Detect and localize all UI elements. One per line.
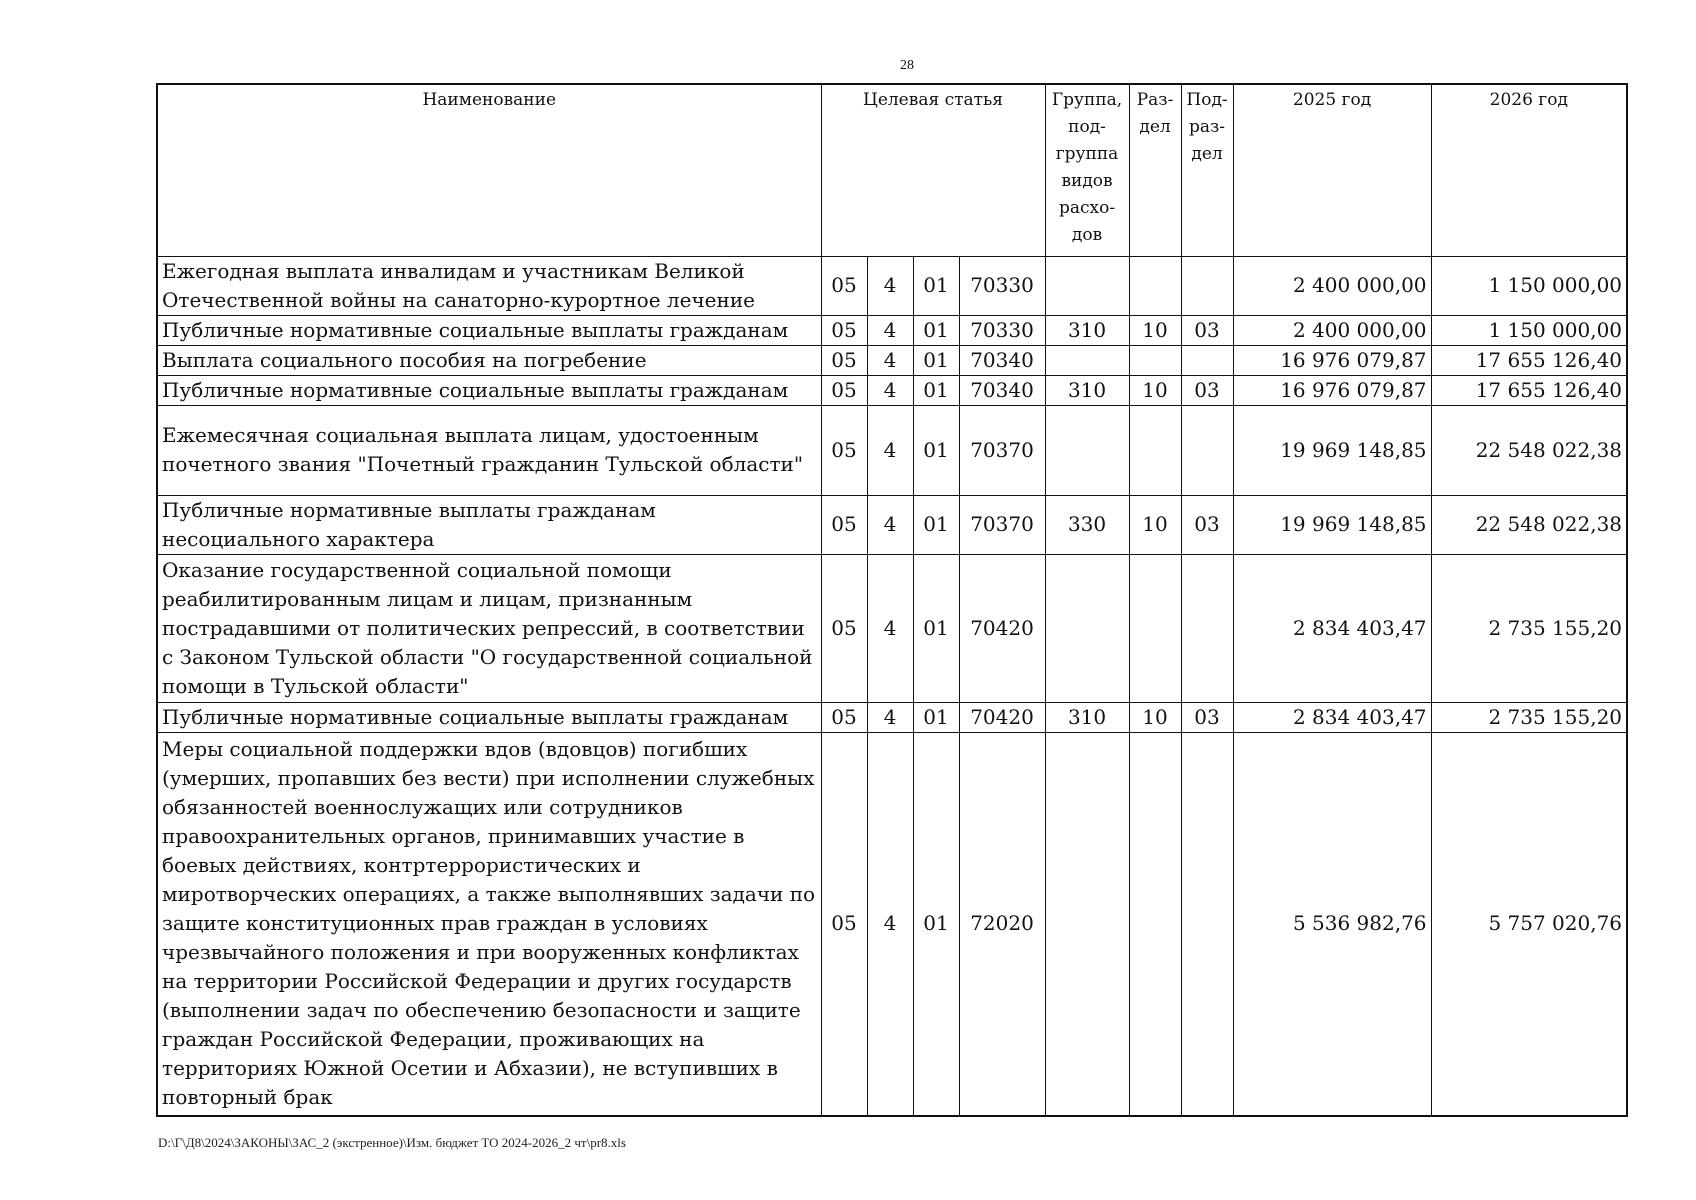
footer-file-path: D:\Г\Д8\2024\ЗАКОНЫ\ЗАС_2 (экстренное)\Изм. бюджет ТО 2024-2026_2 чт\pr8.xls	[158, 1135, 626, 1150]
row-amount-2026: 22 548 022,38	[1431, 495, 1627, 554]
row-amount-2026: 1 150 000,00	[1431, 315, 1627, 345]
row-expense-group: 330	[1045, 495, 1129, 554]
header-section	[1129, 84, 1181, 256]
header-year-2025: 2025 год	[1233, 84, 1431, 256]
row-amount-2025: 19 969 148,85	[1233, 495, 1431, 554]
row-section: 10	[1129, 315, 1181, 345]
row-section	[1129, 345, 1181, 375]
row-amount-2025: 5 536 982,76	[1233, 732, 1431, 1116]
header-expense-group-line: видов	[1061, 171, 1113, 191]
row-target-code-3: 01	[913, 345, 959, 375]
table-row	[157, 495, 1627, 554]
header-subsection-line: Под-	[1186, 90, 1228, 110]
header-section-line: дел	[1139, 117, 1171, 137]
row-target-code-3: 01	[913, 495, 959, 554]
table-row	[157, 732, 1627, 1116]
row-target-code-4: 70370	[959, 495, 1045, 554]
row-expense-group	[1045, 256, 1129, 315]
row-amount-2026: 17 655 126,40	[1431, 345, 1627, 375]
row-expense-group	[1045, 732, 1129, 1116]
row-target-code-2: 4	[867, 495, 913, 554]
row-amount-2025: 2 400 000,00	[1233, 315, 1431, 345]
row-target-code-4: 70370	[959, 405, 1045, 495]
header-expense-group-line: под-	[1068, 117, 1106, 137]
row-target-code-3: 01	[913, 315, 959, 345]
header-section-line: Раз-	[1136, 90, 1174, 110]
row-target-code-3: 01	[913, 702, 959, 732]
row-name: Публичные нормативные социальные выплаты гражданам	[157, 375, 821, 405]
row-target-code-3: 01	[913, 554, 959, 702]
row-amount-2026: 2 735 155,20	[1431, 554, 1627, 702]
row-expense-group: 310	[1045, 315, 1129, 345]
row-amount-2025: 2 834 403,47	[1233, 554, 1431, 702]
row-target-code-3: 01	[913, 405, 959, 495]
header-name: Наименование	[157, 84, 821, 256]
row-amount-2026: 2 735 155,20	[1431, 702, 1627, 732]
row-amount-2025: 2 834 403,47	[1233, 702, 1431, 732]
table-row	[157, 554, 1627, 702]
row-name: Меры социальной поддержки вдов (вдовцов) погибших (умерших, пропавших без вести) при исполнении служебных обязанностей военнослужащих или сотрудников правоохранительных органов, принимавших участие в боевых действиях, контртеррористических и миротворческих операциях, а также выполнявших задачи по защите конституционных прав граждан в условиях чрезвычайного положения и при вооруженных конфликтах на территории Российской Федерации и других государств (выполнении задач по обеспечению безопасности и защите граждан Российской Федерации, проживающих на территориях Южной Осетии и Абхазии), не вступивших в повторный брак	[157, 732, 821, 1116]
row-amount-2026: 17 655 126,40	[1431, 375, 1627, 405]
row-target-code-3: 01	[913, 256, 959, 315]
row-target-code-1: 05	[821, 256, 867, 315]
row-expense-group	[1045, 345, 1129, 375]
row-target-code-2: 4	[867, 345, 913, 375]
row-amount-2026: 1 150 000,00	[1431, 256, 1627, 315]
row-section	[1129, 732, 1181, 1116]
budget-table	[156, 83, 1628, 1117]
table-row	[157, 405, 1627, 495]
row-target-code-2: 4	[867, 702, 913, 732]
header-expense-group-line: расхо-	[1058, 198, 1116, 218]
row-amount-2025: 2 400 000,00	[1233, 256, 1431, 315]
header-subsection	[1181, 84, 1233, 256]
row-target-code-4: 72020	[959, 732, 1045, 1116]
row-name: Публичные нормативные выплаты гражданам несоциального характера	[157, 495, 821, 554]
row-name: Ежегодная выплата инвалидам и участникам Великой Отечественной войны на санаторно-курортное лечение	[157, 256, 821, 315]
row-target-code-4: 70420	[959, 702, 1045, 732]
row-section	[1129, 554, 1181, 702]
row-subsection	[1181, 554, 1233, 702]
header-subsection-line: раз-	[1189, 117, 1226, 137]
row-name: Публичные нормативные социальные выплаты гражданам	[157, 315, 821, 345]
header-year-2026: 2026 год	[1431, 84, 1627, 256]
row-subsection	[1181, 732, 1233, 1116]
row-target-code-3: 01	[913, 375, 959, 405]
header-expense-group-line: дов	[1071, 225, 1103, 245]
row-target-code-4: 70330	[959, 315, 1045, 345]
row-target-code-1: 05	[821, 495, 867, 554]
row-target-code-2: 4	[867, 554, 913, 702]
table-header-row	[157, 84, 1627, 256]
row-expense-group: 310	[1045, 375, 1129, 405]
header-subsection-line: дел	[1191, 144, 1223, 164]
header-expense-group	[1045, 84, 1129, 256]
row-target-code-2: 4	[867, 375, 913, 405]
row-amount-2026: 22 548 022,38	[1431, 405, 1627, 495]
page-number: 28	[900, 58, 914, 73]
row-amount-2025: 19 969 148,85	[1233, 405, 1431, 495]
row-section: 10	[1129, 495, 1181, 554]
row-target-code-1: 05	[821, 732, 867, 1116]
row-section	[1129, 256, 1181, 315]
row-amount-2025: 16 976 079,87	[1233, 375, 1431, 405]
row-name: Публичные нормативные социальные выплаты гражданам	[157, 702, 821, 732]
row-target-code-4: 70340	[959, 375, 1045, 405]
row-target-code-3: 01	[913, 732, 959, 1116]
row-target-code-4: 70340	[959, 345, 1045, 375]
header-target-article: Целевая статья	[821, 84, 1045, 256]
table-row	[157, 702, 1627, 732]
row-target-code-1: 05	[821, 702, 867, 732]
table-row	[157, 315, 1627, 345]
header-expense-group-line: Группа,	[1051, 90, 1123, 110]
row-amount-2026: 5 757 020,76	[1431, 732, 1627, 1116]
row-target-code-1: 05	[821, 554, 867, 702]
row-name: Ежемесячная социальная выплата лицам, удостоенным почетного звания "Почетный гражданин Тульской области"	[157, 405, 821, 495]
row-section: 10	[1129, 702, 1181, 732]
row-subsection	[1181, 405, 1233, 495]
row-amount-2025: 16 976 079,87	[1233, 345, 1431, 375]
row-subsection: 03	[1181, 375, 1233, 405]
table-row	[157, 345, 1627, 375]
row-subsection: 03	[1181, 495, 1233, 554]
row-section	[1129, 405, 1181, 495]
row-target-code-1: 05	[821, 405, 867, 495]
row-subsection	[1181, 256, 1233, 315]
row-target-code-2: 4	[867, 405, 913, 495]
row-expense-group	[1045, 554, 1129, 702]
row-subsection: 03	[1181, 315, 1233, 345]
table-row	[157, 375, 1627, 405]
row-target-code-4: 70330	[959, 256, 1045, 315]
row-name: Оказание государственной социальной помощи реабилитированным лицам и лицам, признанным пострадавшими от политических репрессий, в соответствии с Законом Тульской области "О государственной социальной помощи в Тульской области"	[157, 554, 821, 702]
table-row	[157, 256, 1627, 315]
row-target-code-1: 05	[821, 375, 867, 405]
row-target-code-2: 4	[867, 732, 913, 1116]
row-section: 10	[1129, 375, 1181, 405]
row-expense-group	[1045, 405, 1129, 495]
row-subsection: 03	[1181, 702, 1233, 732]
header-expense-group-line: группа	[1055, 144, 1119, 164]
row-target-code-1: 05	[821, 315, 867, 345]
row-expense-group: 310	[1045, 702, 1129, 732]
row-subsection	[1181, 345, 1233, 375]
row-target-code-2: 4	[867, 315, 913, 345]
row-target-code-2: 4	[867, 256, 913, 315]
row-target-code-4: 70420	[959, 554, 1045, 702]
row-name: Выплата социального пособия на погребение	[157, 345, 821, 375]
row-target-code-1: 05	[821, 345, 867, 375]
